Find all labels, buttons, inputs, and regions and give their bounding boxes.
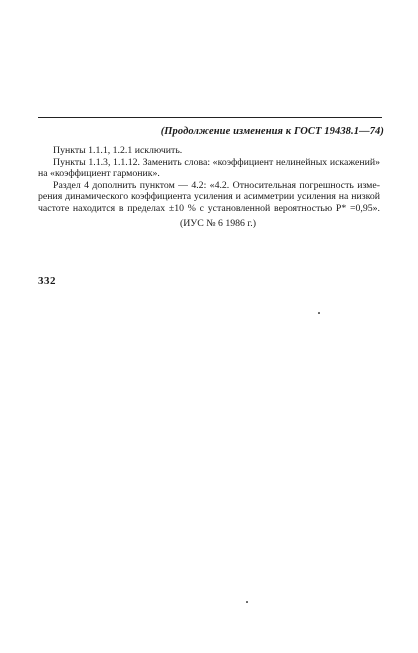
header-rule [38, 117, 382, 118]
source-reference: (ИУС № 6 1986 г.) [179, 217, 257, 229]
paragraph-replace-words-line2: на «коэффициент гармоник». [38, 168, 160, 180]
page-number: 332 [38, 275, 56, 287]
continuation-heading: (Продолжение изменения к ГОСТ 19438.1—74) [160, 126, 384, 137]
scan-speck [318, 312, 320, 314]
paragraph-items-removed: Пункты 1.1.1, 1.2.1 исключить. [53, 145, 183, 156]
paragraph-section4-line2: рения динамического коэффициента усиления и асимметрии усиления на низкой [38, 191, 380, 203]
paragraph-section4-line3: частоте находится в пределах ±10 % с установленной вероятностью P* =0,95». [38, 202, 380, 214]
paragraph-replace-words-line1: Пункты 1.1.3, 1.1.12. Заменить слова: «коэффициент нелинейных искажений» [53, 156, 380, 168]
scan-speck [246, 601, 248, 603]
paragraph-section4-line1: Раздел 4 дополнить пунктом — 4.2: «4.2. Относительная погрешность изме- [53, 179, 380, 191]
amendment-text [38, 145, 380, 229]
